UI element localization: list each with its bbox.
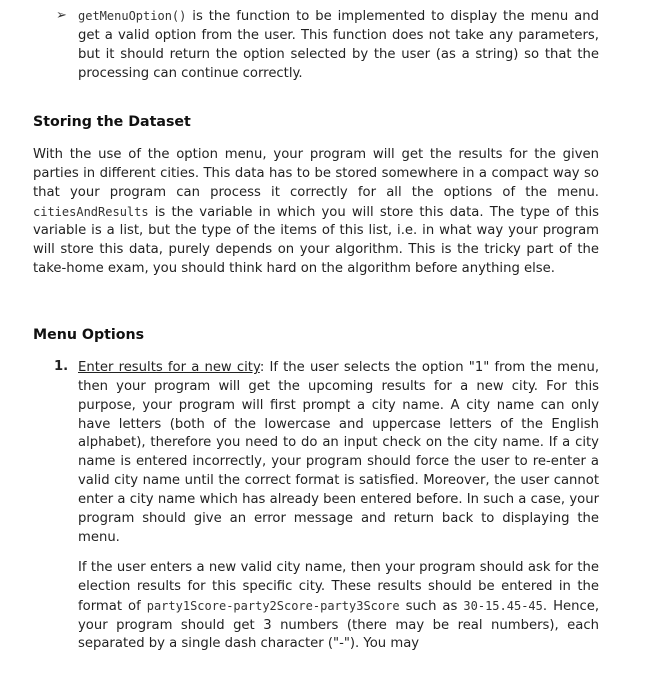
arrow-bullet-icon: ➢ [56, 8, 67, 23]
section-heading-storing: Storing the Dataset [33, 114, 191, 130]
function-name-code: getMenuOption() [78, 9, 187, 23]
format-code: party1Score-party2Score-party3Score [146, 598, 400, 613]
menu-item-1-paragraph [78, 359, 599, 547]
storing-text-2: is the variable in which you will store this data. The type of this variable is a list, but the type of the items of this list, i.e. in what way your program will store this data, purely depends on your algorithm. This is the tricky part of the take-home exam, you should think hard on the algorithm before anything else. [33, 204, 599, 277]
getmenuoption-description [78, 7, 599, 83]
menu-item-1-format-paragraph [78, 559, 599, 654]
bullet-text: is the function to be implemented to display the menu and get a valid option from the user. This function does not take any parameters, but it should return the option selected by the user (as a string) so that the processing can continue correctly. [78, 9, 599, 81]
format-text-1: If the user enters a new valid city name, then your program should ask for the election results for this specific city. These results should be entered in the format of [78, 560, 599, 614]
example-code: 30-15.45-45 [463, 598, 543, 613]
storing-paragraph [33, 146, 599, 279]
variable-name-code: citiesAndResults [33, 204, 149, 219]
section-heading-menu: Menu Options [33, 327, 145, 343]
format-text-2: such as [399, 598, 464, 614]
format-text-3: . Hence, your program should get 3 numbers (there may be real numbers), each separated by a single dash character ("-"). You may [78, 598, 600, 652]
list-number: 1. [54, 359, 69, 374]
menu-item-1-text: : If the user selects the option "1" from the menu, then your program will get the upcoming results for a new city. For this purpose, your program will first prompt a city name. A city name can only have letters (both of the lowercase and uppercase letters of the English alphabet), therefore you need to do an input check on the city name. If a city name is entered incorrectly, your program should force the user to re-enter a valid city name until the correct format is satisfied. Moreover, the user cannot enter a city name which has already been entered before. In such a case, your program should give an error message and return back to displaying the menu. [78, 360, 600, 545]
storing-text-1: With the use of the option menu, your program will get the results for the given parties in different cities. This data has to be stored somewhere in a compact way so that your program can process it correctly for all the options of the menu. [33, 147, 599, 200]
menu-item-1-title: Enter results for a new city [78, 360, 260, 375]
